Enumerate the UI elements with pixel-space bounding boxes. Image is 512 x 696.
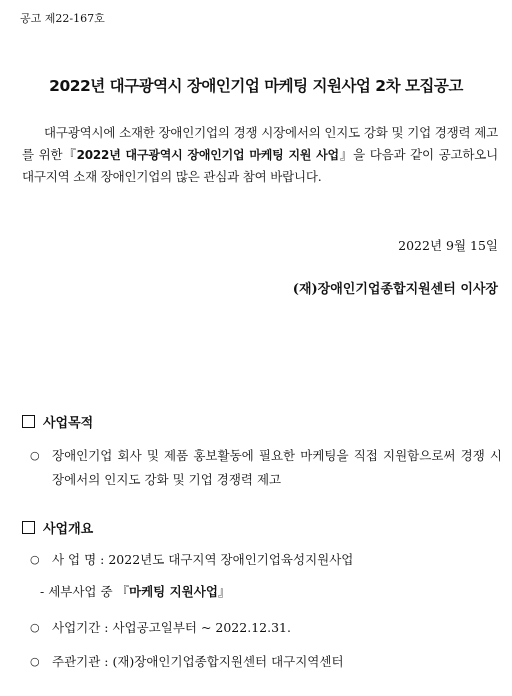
list-item bbox=[22, 548, 502, 572]
list-item-text: 사 업 명 : 2022년도 대구지역 장애인기업육성지원사업 bbox=[52, 552, 354, 567]
sub-list-item: - 세부사업 중 『마케팅 지원사업』 bbox=[40, 584, 231, 599]
list-item bbox=[22, 616, 502, 640]
section-heading-text: 사업개요 bbox=[43, 522, 94, 537]
intro-text-part1: 대구광역시에 소재한 장애인기업의 경쟁 시장에서의 인지도 강화 및 기업 경쟁력 제고를 위한『 bbox=[22, 125, 498, 162]
section-heading-overview bbox=[22, 518, 93, 537]
square-bullet-icon bbox=[22, 521, 35, 534]
issuer-name: (재)장애인기업종합지원센터 이사장 bbox=[292, 282, 498, 297]
list-item-text: 사업기간 : 사업공고일부터 ~ 2022.12.31. bbox=[52, 620, 291, 635]
sub-item-name: 마케팅 지원사업 bbox=[129, 584, 218, 599]
section-heading-purpose bbox=[22, 412, 93, 431]
list-item bbox=[22, 650, 502, 674]
document-title: 2022년 대구광역시 장애인기업 마케팅 지원사업 2차 모집공고 bbox=[49, 77, 463, 95]
square-bullet-icon bbox=[22, 415, 35, 428]
notice-number: 공고 제22-167호 bbox=[20, 12, 105, 25]
list-item-text: 장애인기업 회사 및 제품 홍보활동에 필요한 마케팅을 직접 지원함으로써 경쟁 시장에서의 인지도 강화 및 기업 경쟁력 제고 bbox=[52, 448, 502, 487]
section-heading-text: 사업목적 bbox=[43, 416, 94, 431]
intro-text-part2: 』을 다음과 같이 공고하오니 대구지역 소재 장애인기업의 많은 관심과 참여 바랍니다. bbox=[22, 147, 499, 184]
list-item bbox=[22, 444, 502, 492]
circle-bullet-icon: ○ bbox=[30, 621, 40, 634]
circle-bullet-icon: ○ bbox=[30, 449, 40, 462]
intro-paragraph bbox=[22, 122, 498, 188]
announcement-date: 2022년 9월 15일 bbox=[398, 238, 498, 253]
circle-bullet-icon: ○ bbox=[30, 655, 40, 668]
intro-project-name: 2022년 대구광역시 장애인기업 마케팅 지원 사업 bbox=[76, 148, 339, 162]
circle-bullet-icon: ○ bbox=[30, 553, 40, 566]
list-item-text: 주관기관 : (재)장애인기업종합지원센터 대구지역센터 bbox=[52, 654, 344, 669]
